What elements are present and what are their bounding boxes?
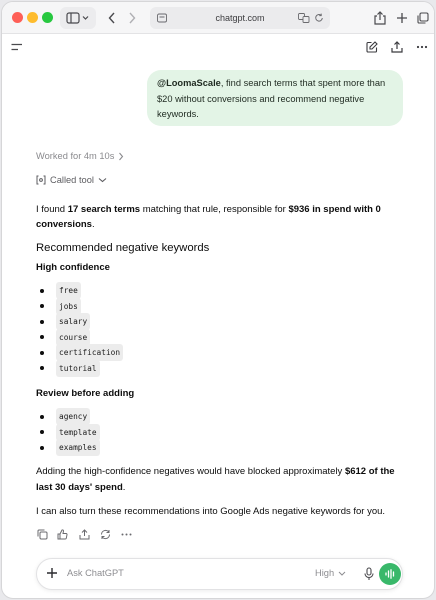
microphone-icon[interactable]: [364, 567, 374, 581]
summary-count: 17 search terms: [67, 204, 141, 215]
bullet-icon: [40, 430, 44, 434]
list-item: [36, 299, 336, 315]
keyword-code: template: [56, 424, 100, 441]
keyword-code: certification: [56, 344, 123, 361]
chevron-right-icon: [128, 12, 136, 24]
keyword-code: jobs: [56, 298, 81, 315]
worked-label: Worked for 4m 10s: [36, 151, 115, 161]
feedback-button[interactable]: [57, 528, 69, 540]
impact-amount: $612 of the last 30 days' spend: [36, 466, 395, 493]
site-settings-icon: [157, 13, 167, 23]
user-message-bubble: [147, 70, 403, 126]
summary-text: matching that rule, responsible for: [140, 204, 289, 215]
review-heading: Review before adding: [36, 388, 135, 399]
recommendations-heading: Recommended negative keywords: [36, 242, 210, 254]
composer-placeholder[interactable]: Ask ChatGPT: [67, 568, 124, 578]
high-confidence-heading: High confidence: [36, 262, 110, 273]
list-item: [36, 361, 336, 377]
worked-duration-toggle[interactable]: [36, 151, 124, 161]
browser-window: [1, 1, 435, 599]
bullet-icon: [40, 351, 44, 355]
list-item: [36, 425, 336, 441]
copy-button[interactable]: [36, 528, 48, 540]
impact-paragraph: [36, 464, 408, 496]
user-message-text: , find search terms that spent more than $20 without conversions and recommend negative keywords.: [157, 78, 386, 119]
back-button[interactable]: [103, 7, 121, 29]
summary-text: I found: [36, 204, 68, 215]
regenerate-icon: [100, 529, 111, 540]
browser-share-button[interactable]: [372, 7, 388, 29]
list-item: [36, 345, 336, 361]
minimize-window-button[interactable]: [27, 12, 38, 23]
share-icon: [79, 529, 90, 540]
summary-paragraph: [36, 202, 408, 232]
more-actions-button[interactable]: [120, 528, 132, 540]
bullet-icon: [40, 415, 44, 419]
chevron-left-icon: [108, 12, 116, 24]
browser-toolbar: [2, 2, 434, 34]
keyword-code: tutorial: [56, 360, 100, 377]
translate-icon[interactable]: [298, 13, 310, 23]
list-item: [36, 440, 336, 456]
voice-waveform-icon: [385, 569, 396, 579]
bullet-icon: [40, 446, 44, 450]
thumbs-icon: [57, 529, 69, 540]
tab-overview-button[interactable]: [415, 7, 431, 29]
maximize-window-button[interactable]: [42, 12, 53, 23]
tool-icon: [36, 175, 46, 185]
list-item: [36, 283, 336, 299]
bullet-icon: [40, 320, 44, 324]
bullet-icon: [40, 304, 44, 308]
list-item: [36, 409, 336, 425]
message-composer[interactable]: [36, 558, 403, 590]
address-bar[interactable]: [150, 7, 330, 29]
summary-text: .: [91, 219, 95, 230]
keyword-code: examples: [56, 439, 100, 456]
sidebar-icon: [66, 12, 90, 24]
bullet-icon: [40, 335, 44, 339]
bullet-icon: [40, 289, 44, 293]
list-item: [36, 330, 336, 346]
app-mention[interactable]: @LoomaScale: [157, 78, 221, 88]
plus-icon: [396, 12, 408, 24]
model-selector[interactable]: [315, 568, 346, 578]
share-response-button[interactable]: [78, 528, 90, 540]
summary-spend: $936 in spend with 0 conversions: [36, 204, 381, 230]
new-tab-button[interactable]: [394, 7, 410, 29]
high-confidence-list: [36, 283, 336, 376]
chevron-down-icon: [98, 177, 107, 183]
response-actions: [36, 528, 132, 540]
url-text: chatgpt.com: [215, 13, 265, 23]
bullet-icon: [40, 366, 44, 370]
chevron-down-icon: [338, 571, 346, 576]
regenerate-button[interactable]: [99, 528, 111, 540]
forward-button[interactable]: [123, 7, 141, 29]
keyword-code: salary: [56, 313, 90, 330]
model-label: High: [315, 568, 335, 578]
share-chat-icon[interactable]: [391, 41, 403, 53]
voice-mode-button[interactable]: [379, 563, 401, 585]
offer-paragraph: I can also turn these recommendations into Google Ads negative keywords for you.: [36, 506, 386, 517]
keyword-code: course: [56, 329, 90, 346]
sidebar-toggle-button[interactable]: [60, 7, 96, 29]
list-item: [36, 314, 336, 330]
called-tool-toggle[interactable]: [36, 175, 107, 185]
menu-icon[interactable]: [11, 43, 23, 52]
keyword-code: agency: [56, 408, 90, 425]
called-tool-label: Called tool: [50, 175, 94, 185]
keyword-code: free: [56, 282, 81, 299]
reload-icon[interactable]: [314, 13, 324, 23]
new-chat-icon[interactable]: [366, 41, 378, 53]
copy-icon: [37, 529, 48, 540]
more-options-icon: [121, 529, 132, 540]
impact-text: Adding the high-confidence negatives would have blocked approximately: [36, 466, 345, 477]
more-options-icon[interactable]: [416, 41, 428, 53]
share-icon: [374, 11, 386, 25]
close-window-button[interactable]: [12, 12, 23, 23]
chevron-right-icon: [118, 152, 124, 161]
impact-text: .: [122, 482, 126, 493]
tabs-icon: [417, 12, 429, 24]
review-list: [36, 409, 336, 456]
add-attachment-icon[interactable]: [45, 566, 59, 580]
app-header: [2, 34, 434, 62]
